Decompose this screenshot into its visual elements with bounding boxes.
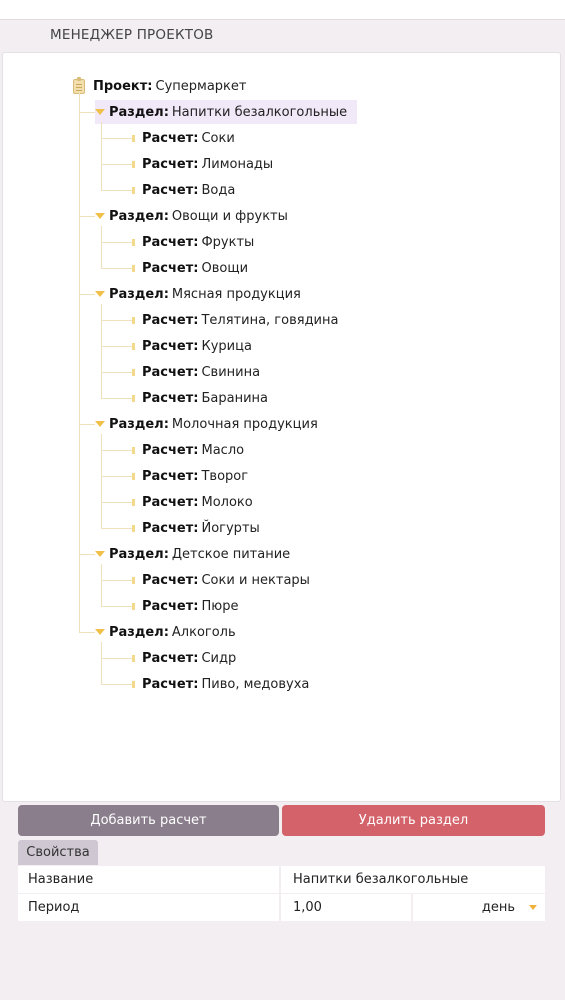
tree-section-node[interactable] [95, 542, 300, 566]
tree-calc-node[interactable] [132, 334, 252, 358]
calc-icon [132, 161, 135, 168]
section-label: Раздел: [109, 416, 169, 432]
tree-connector-line [101, 320, 132, 321]
calc-label: Расчет: [142, 312, 199, 328]
tree-connector-line [79, 216, 95, 217]
calc-label: Расчет: [142, 364, 199, 380]
tree-calc-node[interactable] [132, 256, 248, 280]
property-name-value[interactable]: Напитки безалкогольные [281, 866, 545, 893]
project-name: Супермаркет [155, 78, 247, 94]
calc-icon [132, 135, 135, 142]
calc-name: Пиво, медовуха [201, 676, 310, 692]
tree-connector-line [79, 424, 95, 425]
caret-down-icon[interactable] [95, 213, 105, 219]
caret-down-icon[interactable] [95, 421, 105, 427]
tree-connector-line [101, 372, 132, 373]
section-name: Овощи и фрукты [171, 208, 288, 224]
tree-connector-line [101, 684, 132, 685]
calc-icon [132, 187, 135, 194]
calc-label: Расчет: [142, 338, 199, 354]
section-label: Раздел: [109, 624, 169, 640]
caret-down-icon[interactable] [95, 109, 105, 115]
calc-name: Сидр [201, 650, 237, 666]
section-label: Раздел: [109, 104, 169, 120]
calc-name: Курица [201, 338, 252, 354]
tree-calc-node[interactable] [132, 516, 260, 540]
calc-name: Баранина [201, 390, 269, 406]
tree-calc-node[interactable] [132, 490, 253, 514]
calc-name: Соки и нектары [201, 572, 310, 588]
tree-calc-node[interactable] [132, 672, 309, 696]
calc-label: Расчет: [142, 442, 199, 458]
tree-calc-node[interactable] [132, 386, 268, 410]
section-name: Алкоголь [171, 624, 236, 640]
calc-name: Овощи [201, 260, 249, 276]
section-name: Напитки безалкогольные [171, 104, 348, 120]
calc-icon [132, 577, 135, 584]
calc-label: Расчет: [142, 468, 199, 484]
calc-label: Расчет: [142, 234, 199, 250]
tree-calc-node[interactable] [132, 646, 236, 670]
calc-label: Расчет: [142, 494, 199, 510]
tree-calc-node[interactable] [132, 178, 235, 202]
section-label: Раздел: [109, 546, 169, 562]
calc-name: Телятина, говядина [201, 312, 339, 328]
top-bar [0, 0, 565, 20]
tree-section-node[interactable] [95, 100, 357, 124]
calc-icon [132, 499, 135, 506]
calc-icon [132, 265, 135, 272]
chevron-down-icon [529, 905, 537, 910]
calc-icon [132, 655, 135, 662]
tree-connector-line [101, 564, 102, 606]
tree-connector-line [101, 580, 132, 581]
calc-name: Молоко [201, 494, 253, 510]
tree-connector-line [101, 450, 132, 451]
calc-icon [132, 525, 135, 532]
tree-connector-line [79, 112, 95, 113]
calc-label: Расчет: [142, 156, 199, 172]
calc-icon [132, 317, 135, 324]
tree-connector-line [101, 398, 132, 399]
tree-calc-node[interactable] [132, 126, 235, 150]
tree-connector-line [101, 122, 102, 190]
calc-name: Лимонады [201, 156, 274, 172]
calc-label: Расчет: [142, 260, 199, 276]
tree-connector-line [101, 528, 132, 529]
section-name: Детское питание [171, 546, 291, 562]
property-period-label: Период [18, 894, 279, 921]
project-label: Проект: [93, 78, 153, 94]
calc-icon [132, 239, 135, 246]
tree-calc-node[interactable] [132, 594, 238, 618]
calc-name: Фрукты [201, 234, 255, 250]
tree-connector-line [79, 294, 95, 295]
section-name: Мясная продукция [171, 286, 301, 302]
property-row-period [18, 894, 545, 921]
calc-name: Творог [201, 468, 249, 484]
calc-name: Вода [201, 182, 236, 198]
tree-connector-line [101, 190, 132, 191]
tree-connector-line [101, 606, 132, 607]
tree-connector-line [101, 226, 102, 268]
tree-section-node[interactable] [95, 620, 246, 644]
section-label: Раздел: [109, 208, 169, 224]
calc-name: Йогурты [201, 520, 260, 536]
calc-label: Расчет: [142, 520, 199, 536]
tree-calc-node[interactable] [132, 308, 338, 332]
tree-section-node[interactable] [95, 204, 298, 228]
tab-properties[interactable]: Свойства [18, 840, 98, 865]
tree-connector-line [101, 242, 132, 243]
property-name-label: Название [18, 866, 279, 893]
calc-icon [132, 343, 135, 350]
calc-label: Расчет: [142, 182, 199, 198]
tree-connector-line [101, 304, 102, 398]
calc-label: Расчет: [142, 650, 199, 666]
calc-label: Расчет: [142, 130, 199, 146]
period-value-input[interactable]: 1,00 [281, 894, 411, 921]
tree-project-node[interactable] [73, 74, 246, 98]
property-row-name [18, 866, 545, 893]
tree-connector-line [79, 632, 95, 633]
caret-down-icon[interactable] [95, 551, 105, 557]
calc-label: Расчет: [142, 598, 199, 614]
tree-calc-node[interactable] [132, 360, 260, 384]
tree-connector-line [101, 268, 132, 269]
tree-connector-line [101, 658, 132, 659]
calc-name: Свинина [201, 364, 261, 380]
app-title: МЕНЕДЖЕР ПРОЕКТОВ [50, 27, 214, 43]
calc-icon [132, 447, 135, 454]
tree-section-node[interactable] [95, 412, 328, 436]
tree-calc-node[interactable] [132, 230, 254, 254]
calc-icon [132, 473, 135, 480]
tree-section-node[interactable] [95, 282, 311, 306]
tree-connector-line [101, 346, 132, 347]
tree-connector-line [79, 91, 80, 632]
add-calc-button[interactable]: Добавить расчет [18, 805, 279, 836]
tree-connector-line [101, 502, 132, 503]
tree-calc-node[interactable] [132, 152, 273, 176]
tree-connector-line [101, 476, 132, 477]
calc-icon [132, 395, 135, 402]
section-label: Раздел: [109, 286, 169, 302]
calc-label: Расчет: [142, 572, 199, 588]
tree-connector-line [101, 642, 102, 684]
tree-connector-line [79, 554, 95, 555]
calc-icon [132, 681, 135, 688]
tree-calc-node[interactable] [132, 568, 310, 592]
section-name: Молочная продукция [171, 416, 318, 432]
calc-icon [132, 603, 135, 610]
tree-calc-node[interactable] [132, 438, 244, 462]
calc-label: Расчет: [142, 390, 199, 406]
tree-connector-line [101, 164, 132, 165]
caret-down-icon[interactable] [95, 291, 105, 297]
caret-down-icon[interactable] [95, 629, 105, 635]
calc-name: Пюре [201, 598, 239, 614]
project-tree [2, 52, 561, 802]
tree-calc-node[interactable] [132, 464, 248, 488]
period-unit-text: день [481, 900, 515, 915]
calc-icon [132, 369, 135, 376]
period-unit-select[interactable] [413, 894, 545, 921]
calc-label: Расчет: [142, 676, 199, 692]
tree-connector-line [101, 434, 102, 528]
calc-name: Масло [201, 442, 245, 458]
calc-name: Соки [201, 130, 235, 146]
tree-connector-line [101, 138, 132, 139]
properties-table [18, 866, 545, 922]
delete-section-button[interactable]: Удалить раздел [282, 805, 545, 836]
